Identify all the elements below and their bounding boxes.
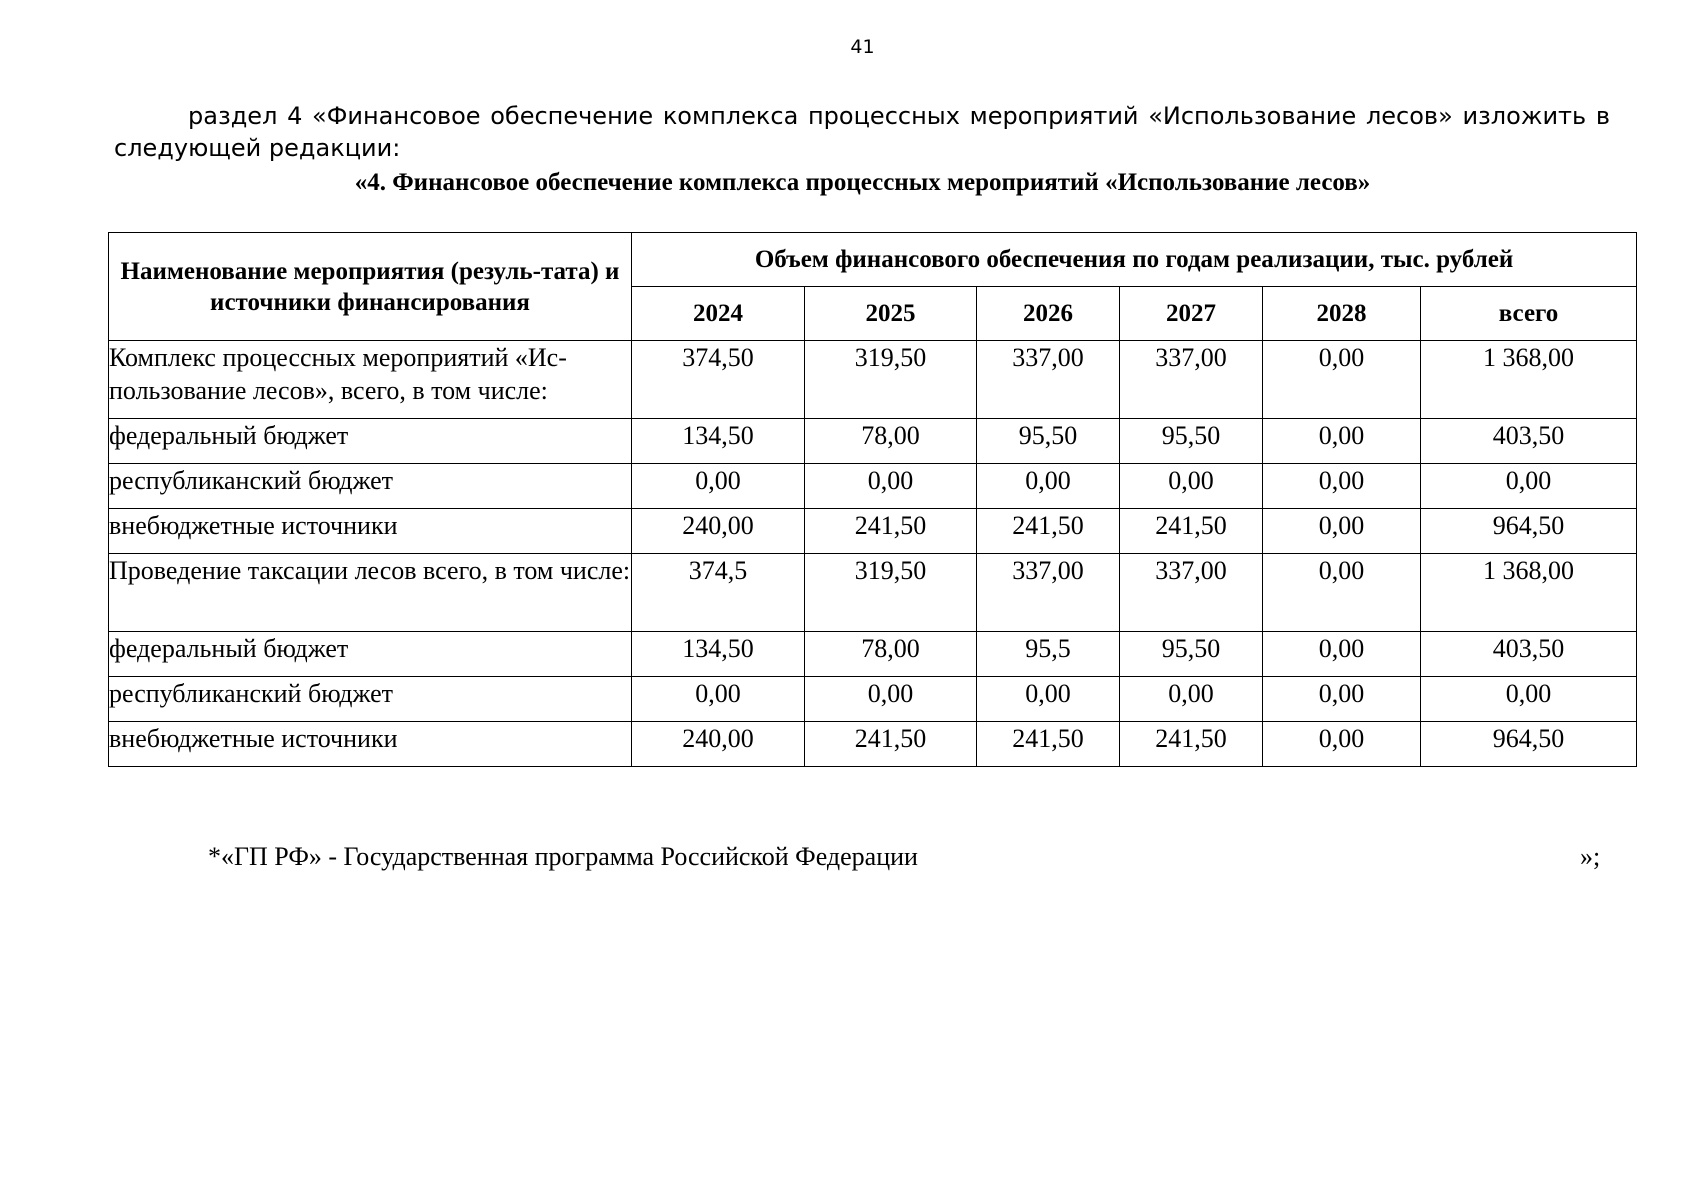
cell-value: 0,00 <box>1263 464 1421 509</box>
cell-value: 78,00 <box>805 632 977 677</box>
cell-value: 337,00 <box>977 341 1120 419</box>
intro-paragraph: раздел 4 «Финансовое обеспечение комплекса процессных мероприятий «Использование лесов» изложить в следующей редакции: <box>114 102 1610 162</box>
section-title: «4. Финансовое обеспечение комплекса процессных мероприятий «Использование лесов» <box>354 169 1371 196</box>
table-row <box>109 554 1637 632</box>
financing-table <box>108 232 1637 767</box>
name-column-header: Наименование мероприятия (резуль-тата) и источники финансирования <box>109 233 632 341</box>
cell-value: 0,00 <box>632 464 805 509</box>
cell-value: 0,00 <box>977 464 1120 509</box>
cell-value: 0,00 <box>805 464 977 509</box>
funding-group-header: Объем финансового обеспечения по годам реализации, тыс. рублей <box>632 233 1637 287</box>
cell-value: 0,00 <box>1263 677 1421 722</box>
cell-value: 0,00 <box>1263 509 1421 554</box>
table-row <box>109 419 1637 464</box>
cell-value: 403,50 <box>1421 632 1637 677</box>
cell-value: 240,00 <box>632 722 805 767</box>
cell-value: 95,50 <box>1120 632 1263 677</box>
cell-value: 337,00 <box>1120 554 1263 632</box>
column-header-2024: 2024 <box>632 287 805 341</box>
column-header-2025: 2025 <box>805 287 977 341</box>
row-label: республиканский бюджет <box>109 464 632 509</box>
cell-value: 240,00 <box>632 509 805 554</box>
cell-value: 134,50 <box>632 419 805 464</box>
cell-value: 134,50 <box>632 632 805 677</box>
cell-value: 241,50 <box>805 722 977 767</box>
cell-value: 403,50 <box>1421 419 1637 464</box>
column-header-2026: 2026 <box>977 287 1120 341</box>
cell-value: 95,5 <box>977 632 1120 677</box>
cell-value: 95,50 <box>1120 419 1263 464</box>
row-label: Комплекс процессных мероприятий «Ис-пользование лесов», всего, в том числе: <box>109 341 632 419</box>
footnote: *«ГП РФ» - Государственная программа Российской Федерации <box>208 842 918 871</box>
cell-value: 0,00 <box>632 677 805 722</box>
cell-value: 0,00 <box>1263 554 1421 632</box>
cell-value: 374,5 <box>632 554 805 632</box>
cell-value: 95,50 <box>977 419 1120 464</box>
table-row <box>109 722 1637 767</box>
cell-value: 0,00 <box>1120 677 1263 722</box>
row-label: внебюджетные источники <box>109 509 632 554</box>
cell-value: 0,00 <box>1263 722 1421 767</box>
cell-value: 241,50 <box>977 722 1120 767</box>
cell-value: 1 368,00 <box>1421 341 1637 419</box>
row-label: Проведение таксации лесов всего, в том числе: <box>109 554 632 632</box>
column-header-total: всего <box>1421 287 1637 341</box>
cell-value: 319,50 <box>805 341 977 419</box>
table-row <box>109 677 1637 722</box>
cell-value: 0,00 <box>1120 464 1263 509</box>
column-header-2027: 2027 <box>1120 287 1263 341</box>
row-label: федеральный бюджет <box>109 632 632 677</box>
cell-value: 0,00 <box>1263 419 1421 464</box>
page-number: 41 <box>850 36 875 58</box>
cell-value: 0,00 <box>1263 632 1421 677</box>
cell-value: 964,50 <box>1421 509 1637 554</box>
table-row <box>109 632 1637 677</box>
cell-value: 964,50 <box>1421 722 1637 767</box>
cell-value: 1 368,00 <box>1421 554 1637 632</box>
cell-value: 0,00 <box>1421 677 1637 722</box>
cell-value: 241,50 <box>805 509 977 554</box>
closing-quote-mark: »; <box>1580 842 1601 871</box>
cell-value: 0,00 <box>805 677 977 722</box>
row-label: республиканский бюджет <box>109 677 632 722</box>
cell-value: 241,50 <box>1120 722 1263 767</box>
cell-value: 0,00 <box>1263 341 1421 419</box>
cell-value: 0,00 <box>1421 464 1637 509</box>
cell-value: 241,50 <box>1120 509 1263 554</box>
cell-value: 374,50 <box>632 341 805 419</box>
cell-value: 78,00 <box>805 419 977 464</box>
column-header-2028: 2028 <box>1263 287 1421 341</box>
cell-value: 319,50 <box>805 554 977 632</box>
cell-value: 241,50 <box>977 509 1120 554</box>
row-label: внебюджетные источники <box>109 722 632 767</box>
cell-value: 337,00 <box>1120 341 1263 419</box>
row-label: федеральный бюджет <box>109 419 632 464</box>
table-row <box>109 341 1637 419</box>
table-row <box>109 509 1637 554</box>
cell-value: 0,00 <box>977 677 1120 722</box>
cell-value: 337,00 <box>977 554 1120 632</box>
table-row <box>109 464 1637 509</box>
